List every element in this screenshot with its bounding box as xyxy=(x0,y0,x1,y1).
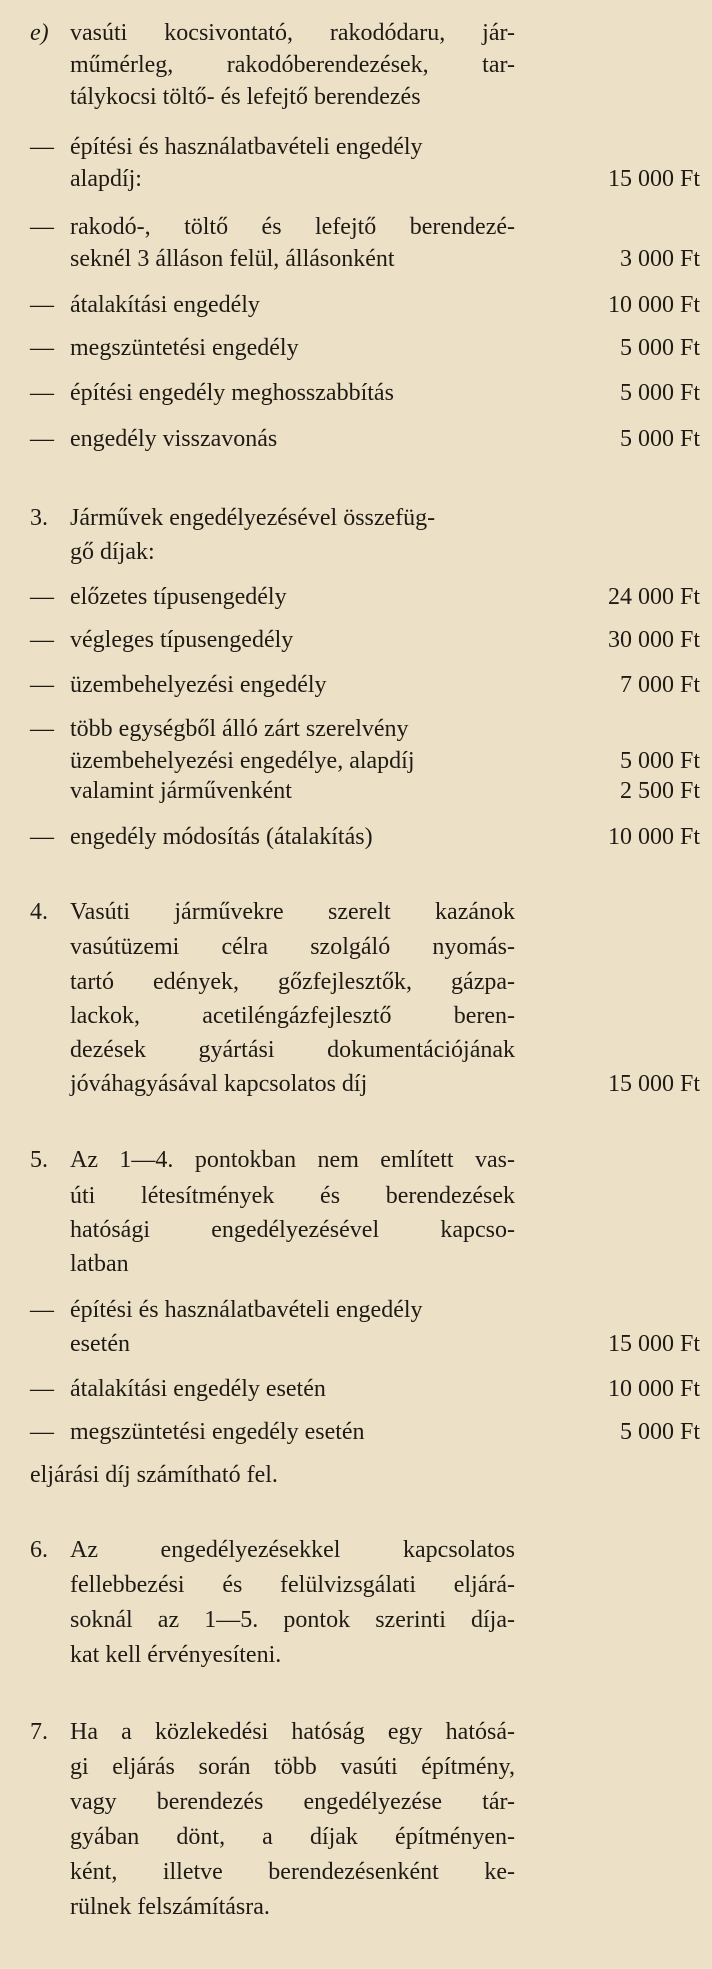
dash-marker: — xyxy=(30,672,54,698)
dash-marker: — xyxy=(30,1419,54,1445)
fee-line: esetén xyxy=(70,1331,130,1357)
section-3-number: 3. xyxy=(30,505,48,531)
section-5-line: hatósági engedélyezésével kapcso- xyxy=(70,1217,515,1243)
section-5-number: 5. xyxy=(30,1147,48,1173)
section-e-line: műmérleg, rakodóberendezések, tar- xyxy=(70,52,515,78)
fee-amount: 10 000 Ft xyxy=(607,1376,700,1402)
fee-line: előzetes típusengedély xyxy=(70,584,287,610)
section-e-line: vasúti kocsivontató, rakodódaru, jár- xyxy=(70,20,515,46)
fee-line: több egységből álló zárt szerelvény xyxy=(70,716,409,742)
section-7-line: ként, illetve berendezésenként ke- xyxy=(70,1859,515,1885)
fee-line: seknél 3 álláson felül, állásonként xyxy=(70,246,395,272)
section-5-line: latban xyxy=(70,1251,129,1277)
fee-line: építési engedély meghosszabbítás xyxy=(70,380,394,406)
section-7-line: rülnek felszámításra. xyxy=(70,1894,270,1920)
section-e-line: tálykocsi töltő- és lefejtő berendezés xyxy=(70,84,421,110)
dash-marker: — xyxy=(30,214,54,240)
section-7-line: Ha a közlekedési hatóság egy hatósá- xyxy=(70,1719,515,1745)
fee-amount: 5 000 Ft xyxy=(619,335,700,361)
fee-line: üzembehelyezési engedély xyxy=(70,672,327,698)
fee-line: átalakítási engedély esetén xyxy=(70,1376,326,1402)
fee-line: engedély módosítás (átalakítás) xyxy=(70,824,373,850)
fee-amount: 15 000 Ft xyxy=(607,1331,700,1357)
section-4-line: vasútüzemi célra szolgáló nyomás- xyxy=(70,934,515,960)
section-3-line: Járművek engedélyezésével összefüg- xyxy=(70,505,436,531)
fee-line: rakodó-, töltő és lefejtő berendezé- xyxy=(70,214,515,240)
dash-marker: — xyxy=(30,134,54,160)
fee-line: megszüntetési engedély esetén xyxy=(70,1419,365,1445)
fee-line: átalakítási engedély xyxy=(70,292,260,318)
section-4-number: 4. xyxy=(30,899,48,925)
section-4-line: Vasúti járművekre szerelt kazánok xyxy=(70,899,515,925)
fee-amount: 7 000 Ft xyxy=(619,672,700,698)
dash-marker: — xyxy=(30,1376,54,1402)
fee-amount: 5 000 Ft xyxy=(619,1419,700,1445)
section-3-line: gő díjak: xyxy=(70,539,155,565)
fee-line: valamint járművenként xyxy=(70,778,292,804)
dash-marker: — xyxy=(30,380,54,406)
fee-line: engedély visszavonás xyxy=(70,426,278,452)
fee-amount: 10 000 Ft xyxy=(607,292,700,318)
section-6-number: 6. xyxy=(30,1537,48,1563)
section-4-line: dezések gyártási dokumentációjának xyxy=(70,1037,515,1063)
fee-amount: 5 000 Ft xyxy=(619,380,700,406)
section-7-line: vagy berendezés engedélyezése tár- xyxy=(70,1789,515,1815)
section-7-line: gi eljárás során több vasúti építmény, xyxy=(70,1754,515,1780)
fee-line: építési és használatbavételi engedély xyxy=(70,1297,423,1323)
section-7-number: 7. xyxy=(30,1719,48,1745)
fee-amount: 10 000 Ft xyxy=(607,824,700,850)
fee-amount: 15 000 Ft xyxy=(607,1071,700,1097)
section-7-line: gyában dönt, a díjak építményen- xyxy=(70,1824,515,1850)
fee-amount: 5 000 Ft xyxy=(619,748,700,774)
fee-line: végleges típusengedély xyxy=(70,627,294,653)
fee-amount: 15 000 Ft xyxy=(607,166,700,192)
section-4-line: jóváhagyásával kapcsolatos díj xyxy=(70,1071,368,1097)
fee-amount: 3 000 Ft xyxy=(619,246,700,272)
fee-amount: 2 500 Ft xyxy=(619,778,700,804)
dash-marker: — xyxy=(30,584,54,610)
dash-marker: — xyxy=(30,824,54,850)
section-5-line: Az 1—4. pontokban nem említett vas- xyxy=(70,1147,515,1173)
fee-line: építési és használatbavételi engedély xyxy=(70,134,423,160)
dash-marker: — xyxy=(30,292,54,318)
section-6-line: fellebbezési és felülvizsgálati eljárá- xyxy=(70,1572,515,1598)
dash-marker: — xyxy=(30,426,54,452)
section-e-label: e) xyxy=(30,20,49,46)
dash-marker: — xyxy=(30,716,54,742)
section-5-line: úti létesítmények és berendezések xyxy=(70,1183,515,1209)
section-4-line: lackok, acetiléngázfejlesztő beren- xyxy=(70,1003,515,1029)
section-6-line: kat kell érvényesíteni. xyxy=(70,1642,282,1668)
section-6-line: soknál az 1—5. pontok szerinti díja- xyxy=(70,1607,515,1633)
dash-marker: — xyxy=(30,1297,54,1323)
section-6-line: Az engedélyezésekkel kapcsolatos xyxy=(70,1537,515,1563)
dash-marker: — xyxy=(30,627,54,653)
fee-line: megszüntetési engedély xyxy=(70,335,299,361)
fee-amount: 30 000 Ft xyxy=(607,627,700,653)
dash-marker: — xyxy=(30,335,54,361)
section-5-footer: eljárási díj számítható fel. xyxy=(30,1462,278,1488)
fee-amount: 24 000 Ft xyxy=(607,584,700,610)
section-4-line: tartó edények, gőzfejlesztők, gázpa- xyxy=(70,969,515,995)
fee-amount: 5 000 Ft xyxy=(619,426,700,452)
fee-line: alapdíj: xyxy=(70,166,142,192)
fee-line: üzembehelyezési engedélye, alapdíj xyxy=(70,748,415,774)
